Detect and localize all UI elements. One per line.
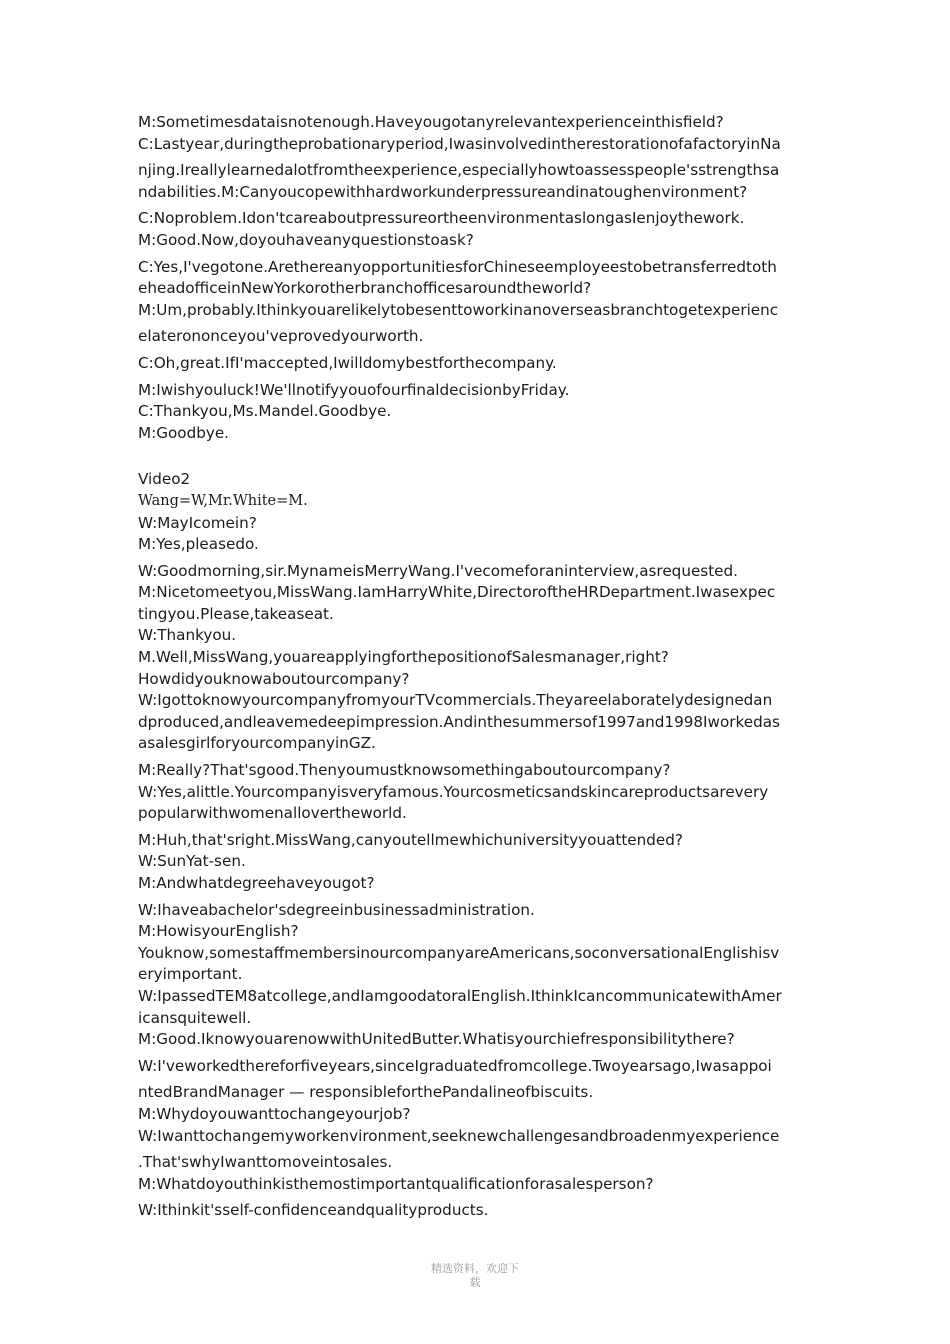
dialogue-line: C:Oh,great.IfI'maccepted,Iwilldomybestforthecompany.	[138, 353, 557, 372]
dialogue-line: elaterononceyou'veprovedyourworth.	[138, 327, 424, 346]
dialogue-line: M:Sometimesdataisnotenough.Haveyougotanyrelevantexperienceinthisfield?	[138, 113, 724, 131]
dialogue-line: W:Thankyou.	[138, 626, 237, 645]
dialogue-line: W:Goodmorning,sir.MynameisMerryWang.I'vecomeforaninterview,asrequested.	[138, 561, 738, 580]
document-page	[138, 112, 818, 1222]
dialogue-line: C:Noproblem.Idon'tcareaboutpressureortheenvironmentaslongasIenjoythework.	[138, 209, 745, 228]
role-legend: Wang=W,Mr.White=M.	[138, 492, 308, 509]
dialogue-line: eryimportant.	[138, 965, 243, 984]
dialogue-line: Howdidyouknowaboutourcompany?	[138, 669, 410, 688]
dialogue-line: W:SunYat-sen.	[138, 852, 246, 871]
footer-line: 载	[469, 1276, 481, 1289]
dialogue-line: W:IpassedTEM8atcollege,andIamgoodatoralEnglish.IthinkIcancommunicatewithAmer	[138, 986, 782, 1005]
dialogue-line: M:Whatdoyouthinkisthemostimportantqualificationforasalesperson?	[138, 1174, 654, 1193]
dialogue-line: .That'swhyIwanttomoveintosales.	[138, 1153, 393, 1172]
dialogue-line: C:Thankyou,Ms.Mandel.Goodbye.	[138, 402, 392, 421]
footer-line: 精选资料，欢迎下	[431, 1262, 519, 1275]
section-heading: Video2	[138, 470, 191, 489]
dialogue-line: W:I'veworkedthereforfiveyears,sinceIgraduatedfromcollege.Twoyearsago,Iwasappoi	[138, 1056, 772, 1075]
dialogue-line: popularwithwomenallovertheworld.	[138, 804, 407, 823]
dialogue-line: M:Goodbye.	[138, 423, 230, 442]
dialogue-line: W:Yes,alittle.Yourcompanyisveryfamous.Yourcosmeticsandskincareproductsarevery	[138, 782, 769, 801]
dialogue-line: dproduced,andleavemedeepimpression.Andinthesummersof1997and1998Iworkedas	[138, 712, 780, 731]
dialogue-line: W:Ihaveabachelor'sdegreeinbusinessadministration.	[138, 900, 535, 919]
dialogue-line: M:Huh,that'sright.MissWang,canyoutellmewhichuniversityyouattended?	[138, 830, 683, 849]
dialogue-line: W:Ithinkit'sself-confidenceandqualityproducts.	[138, 1201, 489, 1220]
dialogue-line: icansquitewell.	[138, 1008, 252, 1027]
dialogue-line: eheadofficeinNewYorkorotherbranchofficesaroundtheworld?	[138, 279, 592, 298]
section-1-dialogue	[138, 112, 818, 444]
dialogue-line: M:HowisyourEnglish?	[138, 922, 299, 941]
section-2-dialogue	[138, 469, 818, 1222]
dialogue-line: M:Good.IknowyouarenowwithUnitedButter.Whatisyourchiefresponsibilitythere?	[138, 1030, 735, 1049]
dialogue-line: M:Whydoyouwanttochangeyourjob?	[138, 1104, 411, 1123]
dialogue-line: ndabilities.M:Canyoucopewithhardworkunderpressureandinatoughenvironment?	[138, 182, 748, 201]
dialogue-line: W:IgottoknowyourcompanyfromyourTVcommercials.Theyareelaboratelydesignedan	[138, 691, 773, 710]
dialogue-line: M:Yes,pleasedo.	[138, 535, 259, 554]
dialogue-line: Youknow,somestaffmembersinourcompanyareAmericans,soconversationalEnglishisv	[138, 943, 780, 962]
dialogue-line: M.Well,MissWang,youareapplyingforthepositionofSalesmanager,right?	[138, 648, 669, 667]
dialogue-line: asalesgirlforyourcompanyinGZ.	[138, 734, 376, 753]
dialogue-line: M:Really?That'sgood.Thenyoumustknowsomethingaboutourcompany?	[138, 761, 671, 780]
dialogue-line: M:Iwishyouluck!We'llnotifyyouofourfinaldecisionbyFriday.	[138, 380, 570, 399]
dialogue-line: ntedBrandManager — responsibleforthePandalineofbiscuits.	[138, 1083, 594, 1102]
dialogue-line: tingyou.Please,takeaseat.	[138, 604, 334, 623]
dialogue-line: C:Lastyear,duringtheprobationaryperiod,IwasinvolvedintherestorationofafactoryinNa	[138, 134, 781, 153]
page-footer	[0, 1262, 950, 1290]
dialogue-line: W:Iwanttochangemyworkenvironment,seeknewchallengesandbroadenmyexperience	[138, 1126, 780, 1145]
dialogue-line: njing.Ireallylearnedalotfromtheexperience,especiallyhowtoassesspeople'sstrengthsa	[138, 161, 780, 180]
dialogue-line: M:Good.Now,doyouhaveanyquestionstoask?	[138, 230, 474, 249]
dialogue-line: W:MayIcomein?	[138, 513, 257, 532]
dialogue-line: M:Nicetomeetyou,MissWang.IamHarryWhite,DirectoroftheHRDepartment.Iwasexpec	[138, 583, 776, 602]
dialogue-line: M:Um,probably.Ithinkyouarelikelytobesenttoworkinanoverseasbranchtogetexperienc	[138, 300, 779, 319]
dialogue-line: M:Andwhatdegreehaveyougot?	[138, 874, 375, 892]
dialogue-line: C:Yes,I'vegotone.ArethereanyopportunitiesforChineseemployeestobetransferredtoth	[138, 257, 777, 276]
